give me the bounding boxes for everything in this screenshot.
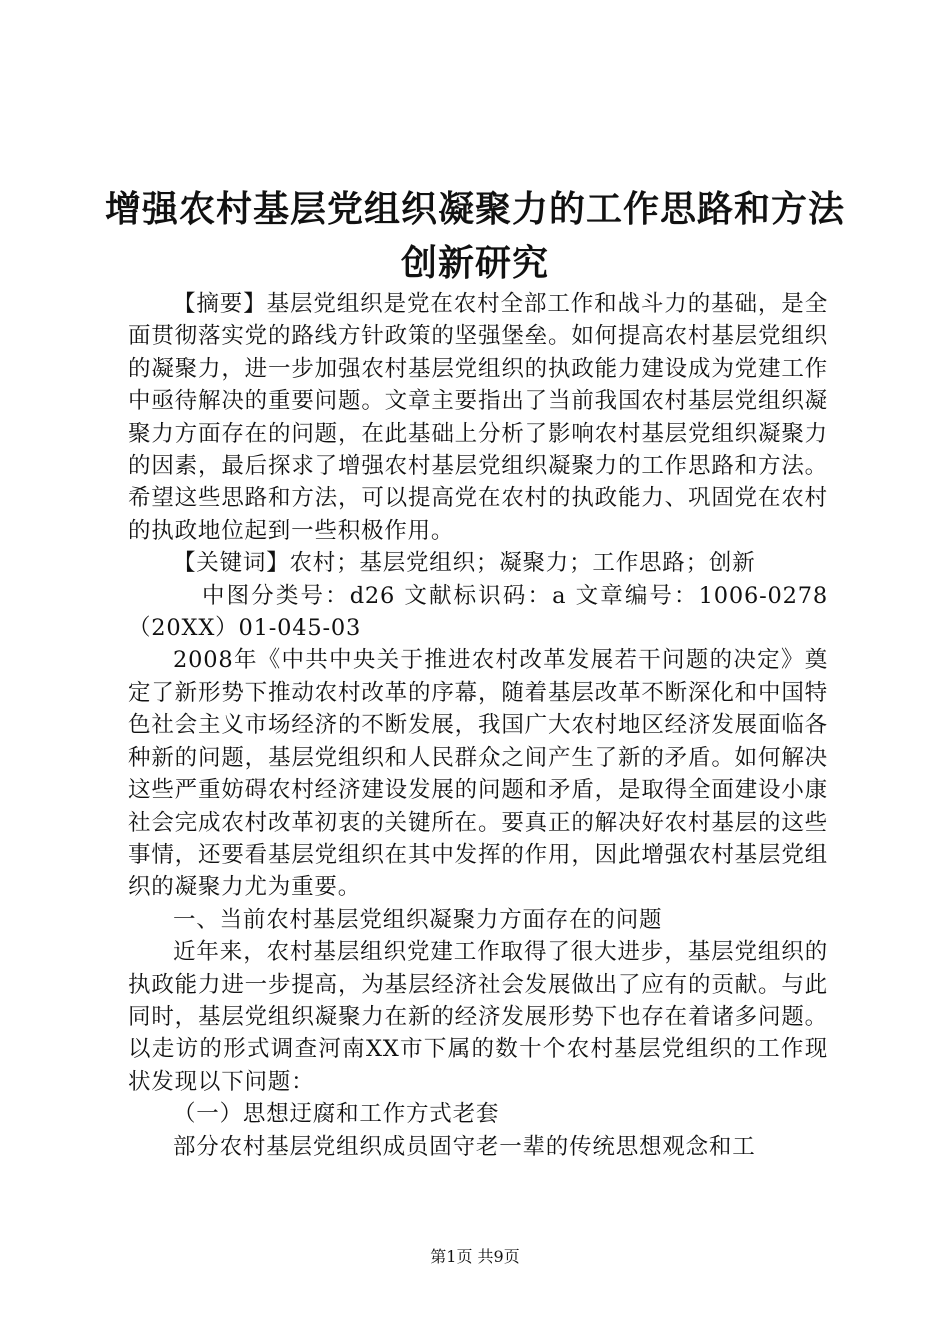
document-title-line-1: 增强农村基层党组织凝聚力的工作思路和方法 [104, 189, 845, 230]
abstract-paragraph: 【摘要】基层党组织是党在农村全部工作和战斗力的基础，是全面贯彻落实党的路线方针政策的坚强堡垒。如何提高农村基层党组织的凝聚力，进一步加强农村基层党组织的执政能力建设成为党建工作中亟待解决的重要问题。文章主要指出了当前我国农村基层党组织凝聚力方面存在的问题，在此基础上分析了影响农村基层党组织凝聚力的因素，最后探求了增强农村基层党组织凝聚力的工作思路和方法。希望这些思路和方法，可以提高党在农村的执政能力、巩固党在农村的执政地位起到一些积极作用。 [128, 291, 828, 544]
section-heading: 一、当前农村基层党组织凝聚力方面存在的问题 [173, 906, 663, 933]
classification-paragraph: 中图分类号：d26 文献标识码：a 文章编号：1006-0278（20XX）01-045-03 [128, 582, 828, 642]
intro-paragraph: 2008年《中共中央关于推进农村改革发展若干问题的决定》奠定了新形势下推动农村改革的序幕，随着基层改革不断深化和中国特色社会主义市场经济的不断发展，我国广大农村地区经济发展面临各种新的问题，基层党组织和人民群众之间产生了新的矛盾。如何解决这些严重妨碍农村经济建设发展的问题和矛盾，是取得全面建设小康社会完成农村改革初衷的关键所在。要真正的解决好农村基层的这些事情，还要看基层党组织在其中发挥的作用，因此增强农村基层党组织的凝聚力尤为重要。 [128, 647, 828, 901]
page-footer: 第1页 共9页 [430, 1247, 520, 1266]
keywords-paragraph: 【关键词】农村；基层党组织；凝聚力；工作思路；创新 [173, 550, 756, 577]
document-body [128, 288, 828, 1163]
subsection-heading: （一）思想迂腐和工作方式老套 [173, 1101, 500, 1128]
document-title-line-2: 创新研究 [400, 243, 549, 284]
section-paragraph: 近年来，农村基层组织党建工作取得了很大进步，基层党组织的执政能力进一步提高，为基层经济社会发展做出了应有的贡献。与此同时，基层党组织凝聚力在新的经济发展形势下也存在着诸多问题。以走访的形式调查河南XX市下属的数十个农村基层党组织的工作现状发现以下问题： [128, 939, 828, 1095]
subsection-paragraph: 部分农村基层党组织成员固守老一辈的传统思想观念和工 [173, 1133, 756, 1160]
